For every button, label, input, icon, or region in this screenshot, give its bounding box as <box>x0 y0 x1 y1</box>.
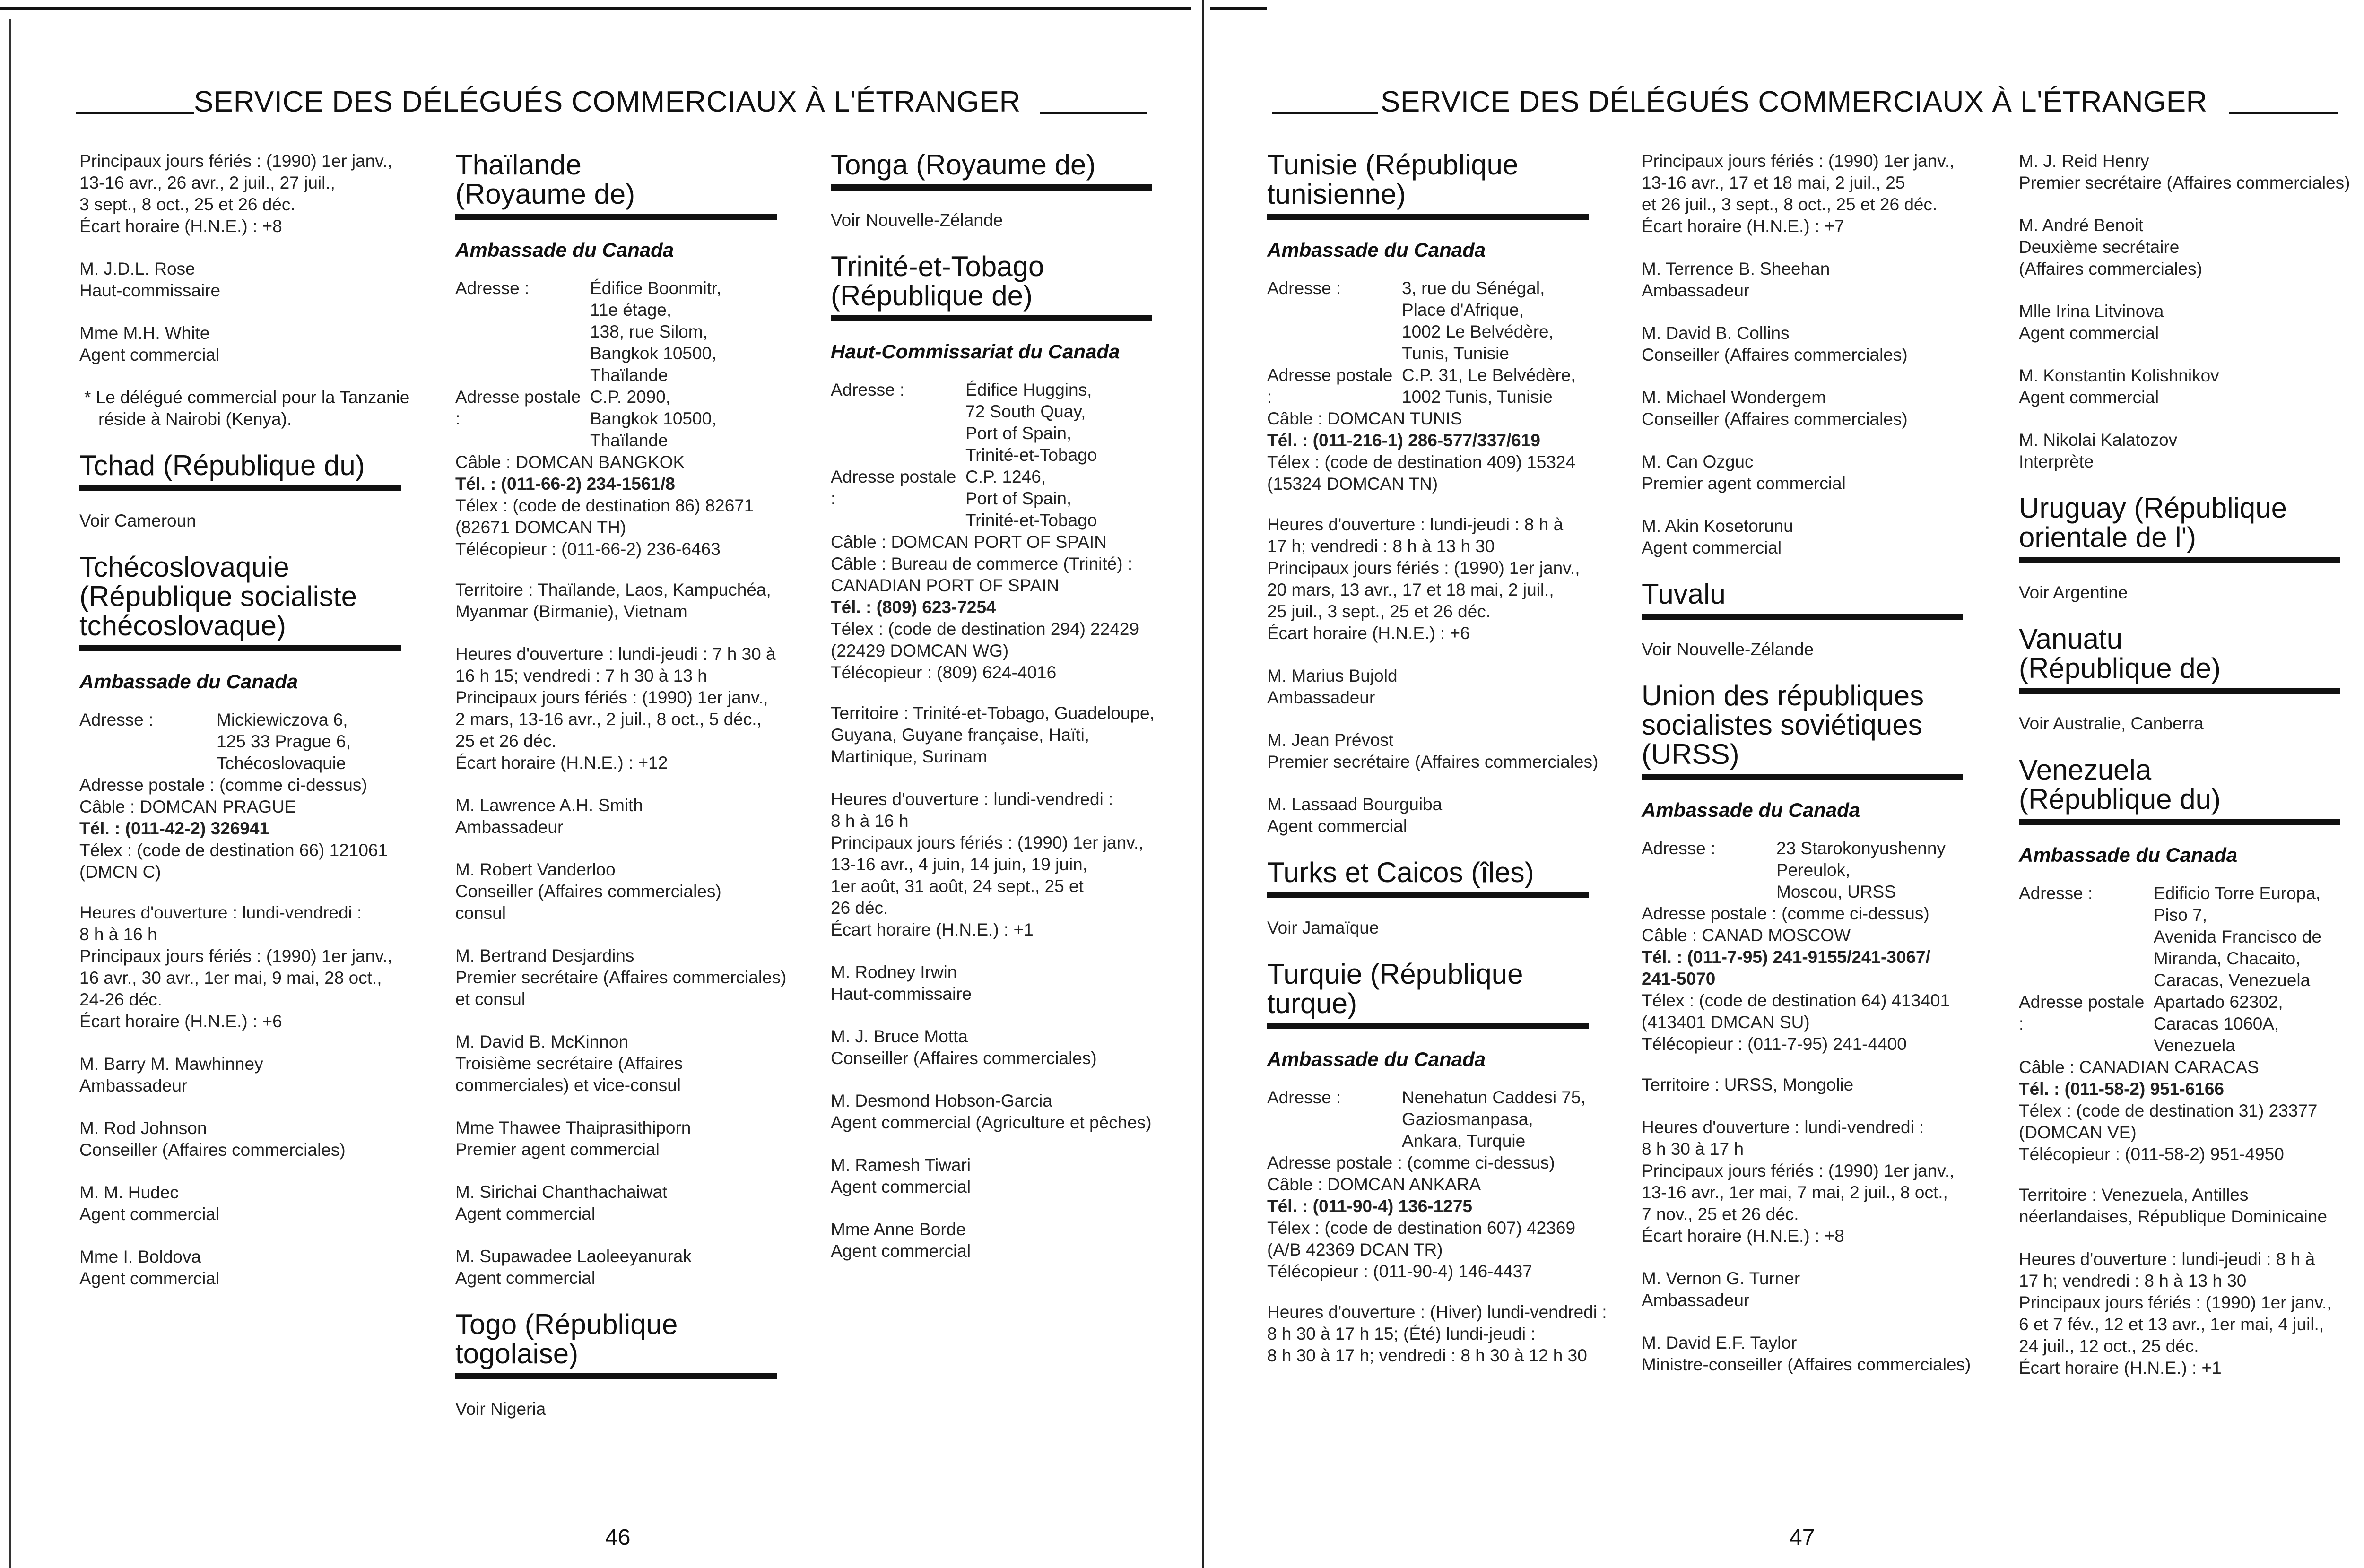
country-heading-togo: Togo (République togolaise) <box>455 1310 777 1379</box>
embassy-heading: Ambassade du Canada <box>455 239 674 261</box>
address-row <box>1642 838 1996 903</box>
address-value: 23 Starokonyushenny Pereulok, Moscou, URSS <box>1776 839 1946 901</box>
staff-entry: M. Bertrand Desjardins Premier secrétaire (Affaires commerciales) et consul <box>455 946 787 1009</box>
staff-entry: M. Vernon G. Turner Ambassadeur <box>1642 1269 1800 1310</box>
staff-entry: M. Robert Vanderloo Conseiller (Affaires commerciales) consul <box>455 860 721 923</box>
country-heading-tunisie: Tunisie (République tunisienne) <box>1267 150 1589 220</box>
page-header: SERVICE DES DÉLÉGUÉS COMMERCIAUX À L'ÉTRANGER <box>1381 86 2208 118</box>
telex: Télex : (code de destination 409) 15324 (15324 DOMCAN TN) <box>1267 452 1576 494</box>
country-heading-tuvalu: Tuvalu <box>1642 580 1963 620</box>
column-1 <box>1267 150 1622 1387</box>
staff-entry: M. Marius Bujold Ambassadeur <box>1267 666 1398 707</box>
country-heading-turks-et-caicos: Turks et Caicos (îles) <box>1267 858 1589 898</box>
address-row <box>1267 1087 1622 1152</box>
staff-entry: M. Lawrence A.H. Smith Ambassadeur <box>455 796 643 837</box>
column-1 <box>79 150 434 1310</box>
office-hours: Heures d'ouverture : lundi-vendredi : 8 h 30 à 17 h Principaux jours fériés : (1990) 1er janv., 13-16 avr., 1er mai, 7 mai, 2 juil., 8 oct., 7 nov., 25 et 26 déc. Écart horaire (H.N.E.) : +8 <box>1642 1118 1955 1246</box>
address-row <box>79 709 434 774</box>
fax: Télécopieur : (011-66-2) 236-6463 <box>455 539 721 559</box>
postal-label: Adresse postale : <box>2019 992 2145 1033</box>
office-hours: Heures d'ouverture : lundi-jeudi : 7 h 30 à 16 h 15; vendredi : 7 h 30 à 13 h Principaux jours fériés : (1990) 1er janv., 2 mars, 13-16 avr., 2 juil., 8 oct., 5 déc., 25 et 26 déc. Écart horaire (H.N.E.) : +12 <box>455 644 776 772</box>
staff-entry: M. Konstantin Kolishnikov Agent commercial <box>2019 366 2219 407</box>
contact-block <box>1642 838 1996 1055</box>
office-hours: Heures d'ouverture : lundi-jeudi : 8 h à 17 h; vendredi : 8 h à 13 h 30 Principaux jours fériés : (1990) 1er janv., 20 mars, 13 avr., 17 et 18 mai, 2 juil., 25 juil., 3 sept., 25 et 26 déc. Écart horaire (H.N.E.) : +6 <box>1267 515 1580 643</box>
territory: Territoire : Thaïlande, Laos, Kampuchéa, Myanmar (Birmanie), Vietnam <box>455 580 771 621</box>
postal-address: Adresse postale : (comme ci-dessus) <box>1267 1153 1555 1172</box>
country-heading-uruguay: Uruguay (République orientale de l') <box>2019 494 2340 563</box>
staff-entry: Mlle Irina Litvinova Agent commercial <box>2019 302 2164 343</box>
telephone: Tél. : (011-66-2) 234-1561/8 <box>455 474 675 494</box>
address-value: Édifice Boonmitr, 11e étage, 138, rue Silom, Bangkok 10500, Thaïlande <box>590 278 721 385</box>
telex: Télex : (code de destination 86) 82671 (82671 DOMCAN TH) <box>455 496 754 537</box>
telephone: Tél. : (011-90-4) 136-1275 <box>1267 1196 1472 1216</box>
address-label: Adresse : <box>455 278 530 298</box>
cross-reference: Voir Argentine <box>2019 583 2128 602</box>
staff-entry: M. Supawadee Laoleeyanurak Agent commercial <box>455 1247 692 1288</box>
territory: Territoire : URSS, Mongolie <box>1642 1075 1854 1094</box>
cable: Câble : DOMCAN TUNIS <box>1267 409 1462 428</box>
page-header: SERVICE DES DÉLÉGUÉS COMMERCIAUX À L'ÉTRANGER <box>194 86 1021 118</box>
address-row <box>831 379 1185 466</box>
footnote: * Le délégué commercial pour la Tanzanie réside à Nairobi (Kenya). <box>84 388 410 429</box>
staff-entry: M. Barry M. Mawhinney Ambassadeur <box>79 1054 263 1095</box>
postal-value: C.P. 2090, Bangkok 10500, Thaïlande <box>590 387 717 450</box>
staff-entry: M. Lassaad Bourguiba Agent commercial <box>1267 795 1443 836</box>
cross-reference: Voir Cameroun <box>79 511 196 530</box>
telephone: Tél. : (809) 623-7254 <box>831 598 996 617</box>
cross-reference: Voir Jamaïque <box>1267 918 1379 937</box>
contact-block <box>2019 883 2364 1165</box>
postal-label: Adresse postale : <box>455 387 581 428</box>
staff-entry: M. David E.F. Taylor Ministre-conseiller (Affaires commerciales) <box>1642 1333 1971 1374</box>
territory: Territoire : Trinité-et-Tobago, Guadeloupe, Guyana, Guyane française, Haïti, Martinique, Surinam <box>831 703 1155 766</box>
staff-entry: Mme Thawee Thaiprasithiporn Premier agent commercial <box>455 1118 691 1159</box>
column-3 <box>2019 150 2364 1400</box>
fax: Télécopieur : (011-7-95) 241-4400 <box>1642 1034 1907 1054</box>
address-label: Adresse : <box>1642 839 1716 858</box>
address-value: Nenehatun Caddesi 75, Gaziosmanpasa, Ankara, Turquie <box>1402 1088 1586 1151</box>
staff-entry: M. Terrence B. Sheehan Ambassadeur <box>1642 259 1830 300</box>
staff-entry: M. Ramesh Tiwari Agent commercial <box>831 1155 971 1196</box>
postal-label: Adresse postale : <box>1267 365 1393 407</box>
header-rule-left-b <box>1040 112 1147 114</box>
staff-entry: M. J. Bruce Motta Conseiller (Affaires commerciales) <box>831 1027 1097 1068</box>
cable: Câble : CANADIAN CARACAS <box>2019 1057 2259 1077</box>
address-row <box>2019 883 2364 991</box>
country-heading-vanuatu: Vanuatu (République de) <box>2019 624 2340 694</box>
country-heading-tonga: Tonga (Royaume de) <box>831 150 1152 191</box>
telex: Télex : (code de destination 66) 121061 (DMCN C) <box>79 840 388 882</box>
postal-value: Apartado 62302, Caracas 1060A, Venezuela <box>2154 992 2283 1055</box>
staff-entry: Mme M.H. White Agent commercial <box>79 323 220 364</box>
postal-address-row <box>1267 364 1622 408</box>
embassy-heading: Ambassade du Canada <box>79 670 298 693</box>
telephone: Tél. : (011-216-1) 286-577/337/619 <box>1267 431 1540 450</box>
staff-entry: M. M. Hudec Agent commercial <box>79 1183 220 1224</box>
country-heading-tchad: Tchad (République du) <box>79 451 401 491</box>
country-heading-urss: Union des républiques socialistes soviétiques (URSS) <box>1642 681 1963 780</box>
cross-reference: Voir Nouvelle-Zélande <box>1642 640 1814 659</box>
header-rule-right-b <box>2229 112 2338 114</box>
contact-block <box>831 379 1185 684</box>
postal-value: C.P. 1246, Port of Spain, Trinité-et-Tobago <box>965 467 1097 530</box>
staff-entry: M. Rod Johnson Conseiller (Affaires commerciales) <box>79 1118 346 1160</box>
staff-entry: M. André Benoit Deuxième secrétaire (Affaires commerciales) <box>2019 216 2202 278</box>
contact-block <box>1267 277 1622 495</box>
page-47 <box>1203 0 2364 1568</box>
header-rule-left-a <box>76 112 194 114</box>
office-hours: Heures d'ouverture : lundi-vendredi : 8 h à 16 h Principaux jours fériés : (1990) 1er janv., 16 avr., 30 avr., 1er mai, 9 mai, 28 oct., 24-26 déc. Écart horaire (H.N.E.) : +6 <box>79 903 392 1031</box>
staff-entry: M. Michael Wondergem Conseiller (Affaires commerciales) <box>1642 388 1908 429</box>
address-value: Mickiewiczova 6, 125 33 Prague 6, Tchécoslovaquie <box>217 710 351 773</box>
address-value: Edificio Torre Europa, Piso 7, Avenida Francisco de Miranda, Chacaito, Caracas, Venezuela <box>2154 884 2322 990</box>
address-value: 3, rue du Sénégal, Place d'Afrique, 1002 Le Belvédère, Tunis, Tunisie <box>1402 278 1554 363</box>
postal-address: Adresse postale : (comme ci-dessus) <box>79 775 367 795</box>
contact-block <box>1267 1087 1622 1282</box>
embassy-heading: Ambassade du Canada <box>1267 239 1486 261</box>
fax: Télécopieur : (809) 624-4016 <box>831 663 1057 682</box>
holidays: Principaux jours fériés : (1990) 1er janv., 13-16 avr., 17 et 18 mai, 2 juil., 25 et 26 juil., 3 sept., 8 oct., 25 et 26 déc. Écart horaire (H.N.E.) : +7 <box>1642 151 1955 236</box>
staff-entry: M. Desmond Hobson-Garcia Agent commercial (Agriculture et pêches) <box>831 1091 1152 1132</box>
page-number: 46 <box>605 1525 631 1550</box>
staff-entry: M. Rodney Irwin Haut-commissaire <box>831 962 972 1004</box>
office-hours: Heures d'ouverture : lundi-jeudi : 8 h à 17 h; vendredi : 8 h à 13 h 30 Principaux jours fériés : (1990) 1er janv., 6 et 7 fév., 12 et 13 avr., 1er mai, 4 juil., 24 juil., 12 oct., 25 déc. Écart horaire (H.N.E.) : +1 <box>2019 1249 2332 1377</box>
staff-entry: M. Jean Prévost Premier secrétaire (Affaires commerciales) <box>1267 730 1599 771</box>
tanzania-holidays: Principaux jours fériés : (1990) 1er janv., 13-16 avr., 26 avr., 2 juil., 27 juil., 3 sept., 8 oct., 25 et 26 déc. Écart horaire (H.N.E.) : +8 <box>79 151 392 236</box>
cable: Câble : DOMCAN BANGKOK <box>455 452 685 472</box>
staff-entry: M. Sirichai Chanthachaiwat Agent commercial <box>455 1182 668 1223</box>
cable: Câble : DOMCAN PORT OF SPAIN <box>831 532 1107 552</box>
address-value: Édifice Huggins, 72 South Quay, Port of Spain, Trinité-et-Tobago <box>965 380 1097 465</box>
contact-block <box>79 709 434 883</box>
office-hours: Heures d'ouverture : (Hiver) lundi-vendredi : 8 h 30 à 17 h 15; (Été) lundi-jeudi : 8 h 30 à 17 h; vendredi : 8 h 30 à 12 h 30 <box>1267 1302 1607 1365</box>
address-row <box>455 277 810 386</box>
cross-reference: Voir Nouvelle-Zélande <box>831 210 1003 230</box>
address-label: Adresse : <box>1267 278 1341 298</box>
staff-entry: M. Akin Kosetorunu Agent commercial <box>1642 516 1793 557</box>
country-heading-venezuela: Venezuela (République du) <box>2019 755 2340 825</box>
staff-entry: M. Can Ozguc Premier agent commercial <box>1642 452 1846 493</box>
embassy-heading: Ambassade du Canada <box>1642 799 1860 821</box>
column-3 <box>831 150 1185 1283</box>
telephone: Tél. : (011-58-2) 951-6166 <box>2019 1079 2224 1099</box>
address-label: Adresse : <box>831 380 905 399</box>
embassy-heading: Ambassade du Canada <box>2019 844 2238 866</box>
cross-reference: Voir Nigeria <box>455 1399 546 1419</box>
address-label: Adresse : <box>2019 884 2093 903</box>
embassy-heading: Ambassade du Canada <box>1267 1048 1486 1070</box>
column-2 <box>455 150 810 1441</box>
postal-address-row <box>455 386 810 451</box>
column-2 <box>1642 150 1996 1396</box>
country-heading-thailande: Thaïlande (Royaume de) <box>455 150 777 220</box>
telex: Télex : (code de destination 64) 413401 (413401 DMCAN SU) <box>1642 991 1950 1032</box>
staff-entry: M. David B. Collins Conseiller (Affaires commerciales) <box>1642 323 1908 364</box>
staff-entry: Mme Anne Borde Agent commercial <box>831 1220 971 1261</box>
cable: Câble : DOMCAN ANKARA <box>1267 1175 1481 1194</box>
country-heading-tchecoslovaquie: Tchécoslovaquie (République socialiste tchécoslovaque) <box>79 553 401 651</box>
telephone: Tél. : (011-42-2) 326941 <box>79 819 269 838</box>
country-heading-turquie: Turquie (République turque) <box>1267 960 1589 1029</box>
staff-entry: M. J.D.L. Rose Haut-commissaire <box>79 259 221 300</box>
address-label: Adresse : <box>1267 1088 1341 1107</box>
contact-block <box>455 277 810 560</box>
embassy-heading: Haut-Commissariat du Canada <box>831 340 1120 363</box>
postal-address: Adresse postale : (comme ci-dessus) <box>1642 904 1929 923</box>
staff-entry: M. J. Reid Henry Premier secrétaire (Affaires commerciales) <box>2019 151 2350 192</box>
address-row <box>1267 277 1622 364</box>
cross-reference: Voir Australie, Canberra <box>2019 714 2204 733</box>
staff-entry: M. David B. McKinnon Troisième secrétaire (Affaires commerciales) et vice-consul <box>455 1032 683 1095</box>
cable: Câble : DOMCAN PRAGUE <box>79 797 296 816</box>
telex: Télex : (code de destination 294) 22429 (22429 DOMCAN WG) <box>831 619 1139 660</box>
country-heading-trinite-et-tobago: Trinité-et-Tobago (République de) <box>831 252 1152 321</box>
fax: Télécopieur : (011-90-4) 146-4437 <box>1267 1262 1532 1281</box>
postal-address-row <box>831 466 1185 531</box>
cable: Câble : Bureau de commerce (Trinité) : CANADIAN PORT OF SPAIN <box>831 554 1133 595</box>
header-rule-right-a <box>1272 112 1378 114</box>
fax: Télécopieur : (011-58-2) 951-4950 <box>2019 1144 2284 1164</box>
telex: Télex : (code de destination 607) 42369 (A/B 42369 DCAN TR) <box>1267 1218 1576 1259</box>
cable: Câble : CANAD MOSCOW <box>1642 926 1851 945</box>
telex: Télex : (code de destination 31) 23377 (DOMCAN VE) <box>2019 1101 2318 1142</box>
staff-entry: M. Nikolai Kalatozov Interprète <box>2019 430 2178 471</box>
telephone: Tél. : (011-7-95) 241-9155/241-3067/ 241-5070 <box>1642 947 1930 988</box>
page-number: 47 <box>1790 1525 1815 1550</box>
address-label: Adresse : <box>79 710 154 729</box>
staff-entry: Mme I. Boldova Agent commercial <box>79 1247 220 1288</box>
postal-address-row <box>2019 991 2364 1057</box>
territory: Territoire : Venezuela, Antilles néerlandaises, République Dominicaine <box>2019 1185 2328 1226</box>
office-hours: Heures d'ouverture : lundi-vendredi : 8 h à 16 h Principaux jours fériés : (1990) 1er janv., 13-16 avr., 4 juin, 14 juin, 19 juin, 1er août, 31 août, 24 sept., 25 et 26 déc. Écart horaire (H.N.E.) : +1 <box>831 789 1144 939</box>
postal-value: C.P. 31, Le Belvédère, 1002 Tunis, Tunisie <box>1402 365 1576 407</box>
postal-label: Adresse postale : <box>831 467 956 508</box>
